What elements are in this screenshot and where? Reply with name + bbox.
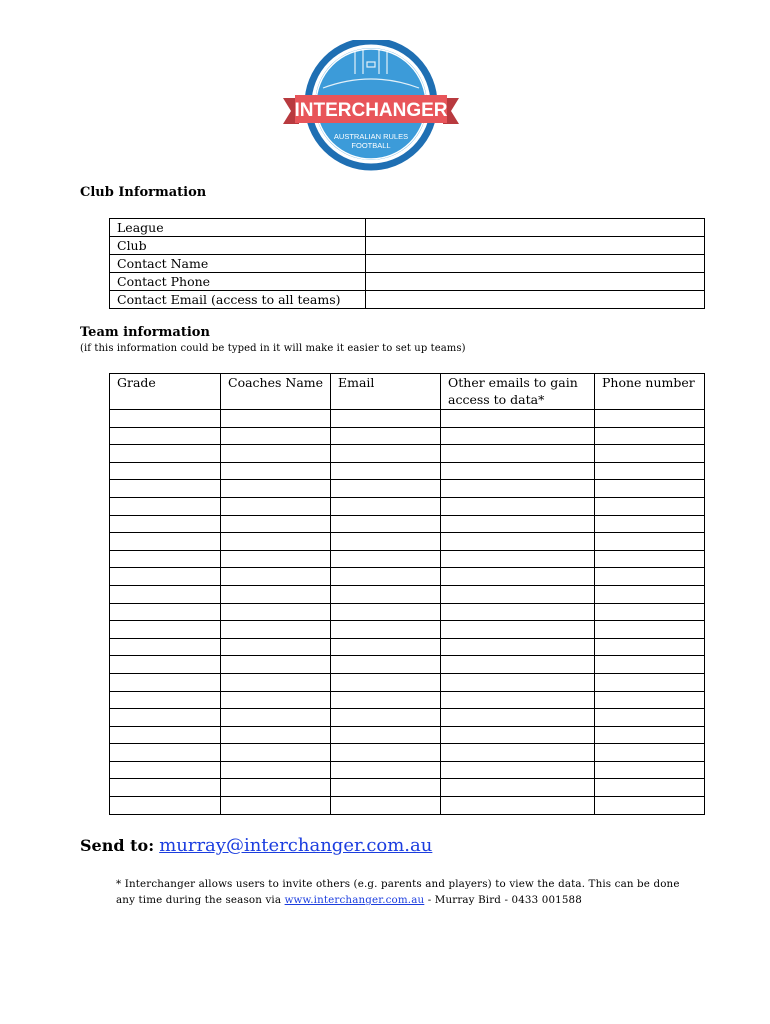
column-header-grade: Grade (110, 374, 221, 410)
table-cell[interactable] (110, 638, 221, 656)
send-to-label: Send to: (80, 836, 155, 855)
club-information-table (109, 218, 705, 309)
table-cell[interactable] (441, 533, 595, 551)
table-row (110, 480, 705, 498)
table-cell[interactable] (595, 797, 705, 815)
table-row (110, 656, 705, 674)
table-cell[interactable] (595, 497, 705, 515)
table-cell[interactable] (221, 462, 331, 480)
field-label: League (110, 219, 366, 237)
table-cell[interactable] (441, 621, 595, 639)
table-cell[interactable] (595, 638, 705, 656)
table-cell[interactable] (110, 621, 221, 639)
table-cell[interactable] (595, 726, 705, 744)
table-cell[interactable] (331, 550, 441, 568)
table-row (110, 550, 705, 568)
table-cell[interactable] (331, 497, 441, 515)
team-table-body (110, 410, 705, 815)
table-cell[interactable] (110, 585, 221, 603)
table-cell[interactable] (331, 638, 441, 656)
table-cell[interactable] (331, 797, 441, 815)
table-cell[interactable] (441, 497, 595, 515)
table-cell[interactable] (221, 410, 331, 428)
table-cell[interactable] (595, 462, 705, 480)
table-cell[interactable] (221, 445, 331, 463)
table-cell[interactable] (110, 410, 221, 428)
table-cell[interactable] (110, 691, 221, 709)
table-cell[interactable] (110, 673, 221, 691)
table-cell[interactable] (441, 427, 595, 445)
table-cell[interactable] (331, 691, 441, 709)
table-cell[interactable] (221, 568, 331, 586)
contact-name-value[interactable] (366, 255, 705, 273)
field-label: Contact Email (access to all teams) (110, 291, 366, 309)
team-information-table (109, 373, 705, 815)
table-cell[interactable] (110, 462, 221, 480)
table-row (110, 497, 705, 515)
table-cell[interactable] (221, 779, 331, 797)
table-cell[interactable] (595, 656, 705, 674)
table-cell[interactable] (221, 533, 331, 551)
club-row-contact-phone (110, 273, 705, 291)
table-cell[interactable] (110, 709, 221, 727)
table-cell[interactable] (595, 744, 705, 762)
table-row (110, 744, 705, 762)
table-row (110, 761, 705, 779)
field-label: Contact Phone (110, 273, 366, 291)
table-cell[interactable] (110, 797, 221, 815)
send-to-line (80, 835, 432, 856)
svg-text:FOOTBALL: FOOTBALL (351, 141, 391, 150)
table-cell[interactable] (221, 585, 331, 603)
table-row (110, 568, 705, 586)
table-cell[interactable] (110, 744, 221, 762)
table-cell[interactable] (331, 656, 441, 674)
table-cell[interactable] (110, 533, 221, 551)
table-row (110, 673, 705, 691)
table-cell[interactable] (221, 673, 331, 691)
table-row (110, 603, 705, 621)
table-cell[interactable] (331, 761, 441, 779)
table-cell[interactable] (331, 568, 441, 586)
table-row (110, 691, 705, 709)
table-cell[interactable] (110, 427, 221, 445)
team-header-row (110, 374, 705, 410)
table-row (110, 709, 705, 727)
table-cell[interactable] (331, 621, 441, 639)
table-cell[interactable] (221, 638, 331, 656)
table-cell[interactable] (441, 462, 595, 480)
table-cell[interactable] (331, 533, 441, 551)
table-cell[interactable] (110, 656, 221, 674)
table-cell[interactable] (331, 585, 441, 603)
table-cell[interactable] (221, 497, 331, 515)
league-value[interactable] (366, 219, 705, 237)
table-cell[interactable] (331, 515, 441, 533)
table-cell[interactable] (595, 410, 705, 428)
table-cell[interactable] (441, 410, 595, 428)
interchanger-logo (283, 40, 459, 172)
footnote-text: * Interchanger allows users to invite others (e.g. parents and players) to view the data. This can be done any time during the season via (116, 878, 680, 906)
table-row (110, 638, 705, 656)
table-cell[interactable] (441, 550, 595, 568)
footnote-contact: - Murray Bird - 0433 001588 (424, 894, 582, 906)
table-cell[interactable] (441, 445, 595, 463)
table-cell[interactable] (441, 761, 595, 779)
contact-phone-value[interactable] (366, 273, 705, 291)
team-information-heading: Team information (80, 325, 210, 340)
table-cell[interactable] (331, 603, 441, 621)
club-row-club (110, 237, 705, 255)
column-header-coaches-name: Coaches Name (221, 374, 331, 410)
table-cell[interactable] (331, 779, 441, 797)
table-cell[interactable] (221, 621, 331, 639)
table-cell[interactable] (441, 691, 595, 709)
table-cell[interactable] (221, 691, 331, 709)
table-row (110, 533, 705, 551)
table-cell[interactable] (441, 585, 595, 603)
table-cell[interactable] (595, 480, 705, 498)
table-cell[interactable] (595, 691, 705, 709)
table-cell[interactable] (221, 797, 331, 815)
field-label: Club (110, 237, 366, 255)
table-row (110, 726, 705, 744)
table-row (110, 445, 705, 463)
table-cell[interactable] (110, 480, 221, 498)
table-cell[interactable] (441, 656, 595, 674)
footnote (116, 876, 686, 908)
table-cell[interactable] (331, 709, 441, 727)
table-cell[interactable] (110, 445, 221, 463)
table-cell[interactable] (331, 726, 441, 744)
contact-email-value[interactable] (366, 291, 705, 309)
table-cell[interactable] (110, 515, 221, 533)
field-label: Contact Name (110, 255, 366, 273)
table-cell[interactable] (331, 445, 441, 463)
table-row (110, 462, 705, 480)
table-row (110, 410, 705, 428)
table-cell[interactable] (221, 550, 331, 568)
column-header-phone-number: Phone number (595, 374, 705, 410)
send-to-email-link[interactable]: murray@interchanger.com.au (159, 835, 433, 856)
website-link[interactable]: www.interchanger.com.au (284, 894, 425, 906)
table-cell[interactable] (441, 673, 595, 691)
table-cell[interactable] (441, 726, 595, 744)
table-cell[interactable] (595, 445, 705, 463)
table-cell[interactable] (221, 427, 331, 445)
table-cell[interactable] (595, 621, 705, 639)
table-cell[interactable] (221, 656, 331, 674)
table-cell[interactable] (595, 533, 705, 551)
club-row-contact-name (110, 255, 705, 273)
svg-text:INTERCHANGER: INTERCHANGER (294, 100, 448, 121)
club-value[interactable] (366, 237, 705, 255)
table-cell[interactable] (595, 761, 705, 779)
table-cell[interactable] (110, 497, 221, 515)
table-cell[interactable] (441, 480, 595, 498)
table-cell[interactable] (110, 761, 221, 779)
table-cell[interactable] (221, 603, 331, 621)
table-cell[interactable] (595, 515, 705, 533)
table-row (110, 797, 705, 815)
table-cell[interactable] (595, 673, 705, 691)
table-cell[interactable] (595, 427, 705, 445)
table-cell[interactable] (441, 568, 595, 586)
table-cell[interactable] (595, 779, 705, 797)
table-cell[interactable] (595, 585, 705, 603)
table-cell[interactable] (110, 726, 221, 744)
table-cell[interactable] (110, 779, 221, 797)
table-cell[interactable] (595, 603, 705, 621)
table-cell[interactable] (441, 638, 595, 656)
table-cell[interactable] (331, 462, 441, 480)
table-row (110, 585, 705, 603)
table-cell[interactable] (331, 410, 441, 428)
table-cell[interactable] (221, 761, 331, 779)
table-cell[interactable] (221, 515, 331, 533)
table-cell[interactable] (110, 603, 221, 621)
table-cell[interactable] (595, 709, 705, 727)
table-row (110, 779, 705, 797)
table-cell[interactable] (221, 726, 331, 744)
table-cell[interactable] (331, 480, 441, 498)
table-cell[interactable] (221, 480, 331, 498)
table-cell[interactable] (441, 779, 595, 797)
table-cell[interactable] (331, 427, 441, 445)
table-cell[interactable] (441, 709, 595, 727)
table-cell[interactable] (221, 709, 331, 727)
table-row (110, 621, 705, 639)
club-row-league (110, 219, 705, 237)
table-cell[interactable] (441, 744, 595, 762)
table-cell[interactable] (331, 744, 441, 762)
table-cell[interactable] (441, 515, 595, 533)
club-information-heading: Club Information (80, 185, 207, 200)
table-cell[interactable] (110, 550, 221, 568)
table-cell[interactable] (331, 673, 441, 691)
table-cell[interactable] (595, 568, 705, 586)
table-cell[interactable] (595, 550, 705, 568)
column-header-other-emails: Other emails to gain access to data* (441, 374, 595, 410)
table-row (110, 427, 705, 445)
table-cell[interactable] (441, 797, 595, 815)
table-cell[interactable] (441, 603, 595, 621)
svg-text:AUSTRALIAN RULES: AUSTRALIAN RULES (333, 132, 409, 141)
table-cell[interactable] (110, 568, 221, 586)
column-header-email: Email (331, 374, 441, 410)
table-row (110, 515, 705, 533)
team-information-note: (if this information could be typed in it will make it easier to set up teams) (80, 343, 466, 354)
table-cell[interactable] (221, 744, 331, 762)
club-row-contact-email (110, 291, 705, 309)
